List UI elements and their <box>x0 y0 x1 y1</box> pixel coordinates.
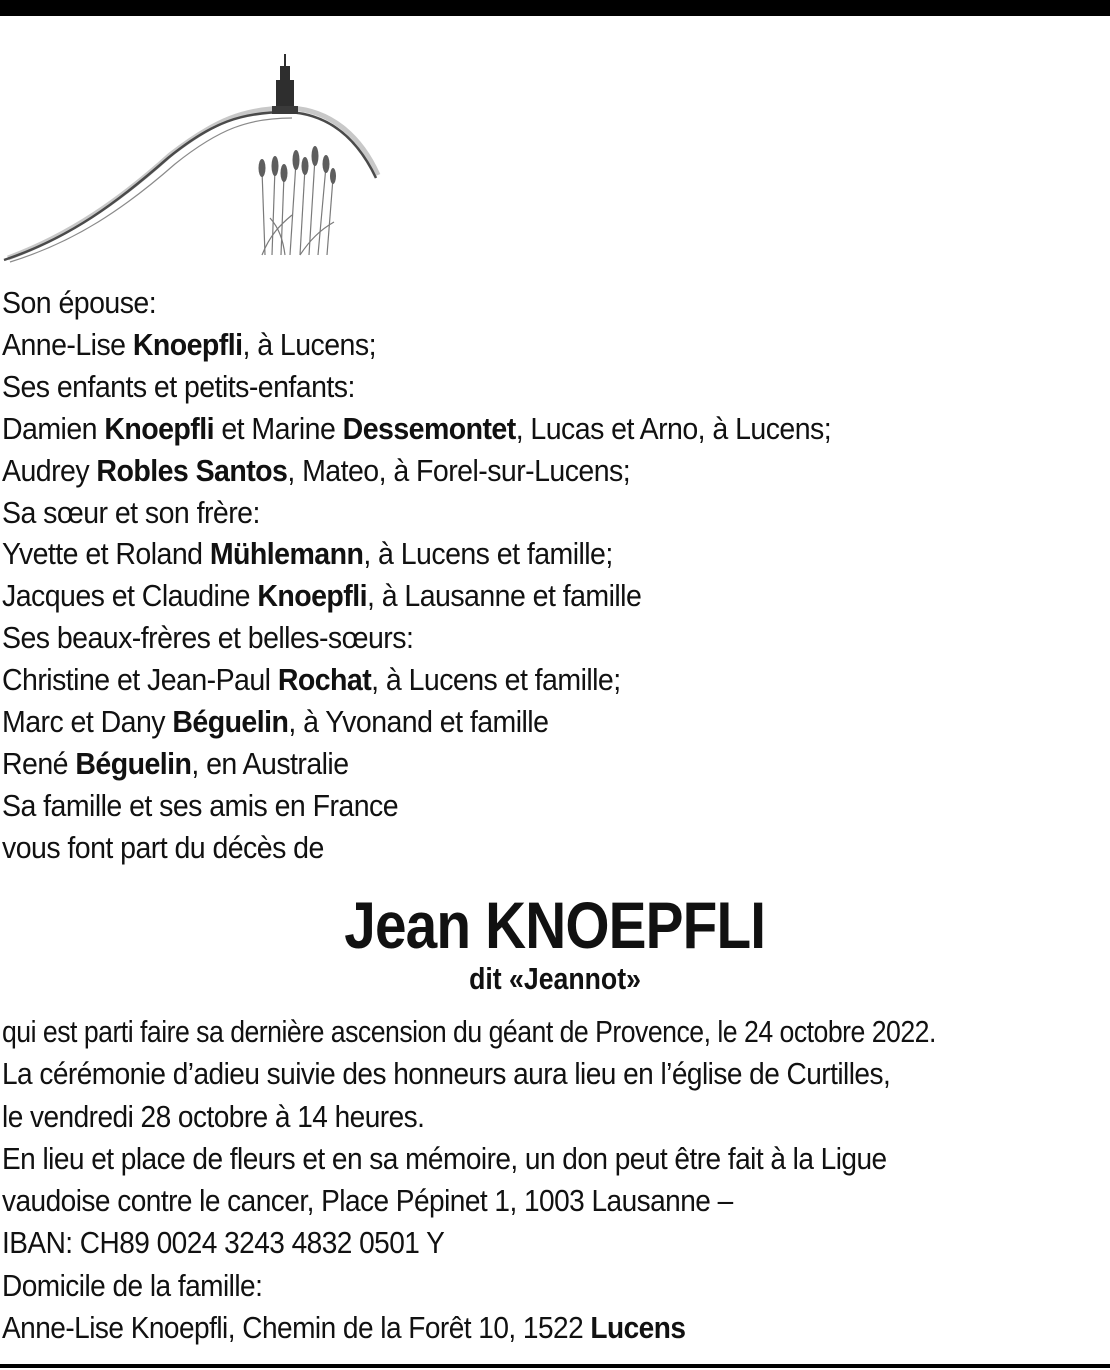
text-fragment: Sa famille et ses amis en France <box>2 787 399 823</box>
family-line <box>2 827 1014 869</box>
text-fragment: Son épouse: <box>2 285 157 320</box>
message-line <box>2 1222 1005 1264</box>
text-fragment: Ses beaux-frères et belles-sœurs: <box>2 620 414 656</box>
text-fragment: Anne-Lise Knoepfli, Chemin de la Forêt 10, 1522 <box>2 1310 591 1346</box>
surname: Knoepfli <box>132 326 243 362</box>
family-list <box>2 282 1014 869</box>
text-fragment: Sa sœur et son frère: <box>2 494 260 530</box>
family-line <box>2 533 1014 575</box>
surname: Robles Santos <box>96 452 288 488</box>
family-line <box>2 659 1014 701</box>
family-line <box>2 785 1014 827</box>
message-line <box>2 1180 1005 1222</box>
surname: Rochat <box>277 662 372 698</box>
text-fragment: Damien <box>2 410 105 446</box>
text-fragment: qui est parti faire sa dernière ascension du géant de Provence, le 24 octobre 2022. <box>2 1014 936 1049</box>
top-rule <box>0 0 1110 16</box>
text-fragment: , à Yvonand et famille <box>288 704 549 740</box>
text-fragment: , Mateo, à Forel-sur-Lucens; <box>287 452 631 488</box>
message-line <box>2 1138 1005 1180</box>
text-fragment: , à Lausanne et famille <box>366 578 642 614</box>
message-line <box>2 1011 955 1053</box>
text-fragment: René <box>2 745 76 781</box>
text-fragment: et Marine <box>213 410 343 446</box>
text-fragment: vaudoise contre le cancer, Place Pépinet 1, 1003 Lausanne – <box>2 1183 733 1219</box>
surname: Mühlemann <box>209 536 364 572</box>
family-line <box>2 492 1014 534</box>
message-line <box>2 1265 1005 1307</box>
deceased-nickname: dit «Jeannot» <box>469 961 641 996</box>
surname: Béguelin <box>172 704 289 740</box>
text-fragment: Marc et Dany <box>2 704 173 740</box>
message-line <box>2 1053 1005 1095</box>
text-fragment: Ses enfants et petits-enfants: <box>2 368 355 404</box>
announcement-text <box>2 1011 1110 1349</box>
text-fragment: Domicile de la famille: <box>2 1267 263 1303</box>
text-fragment: Audrey <box>2 452 97 488</box>
surname: Knoepfli <box>257 578 367 614</box>
family-line <box>2 575 1014 617</box>
text-fragment: vous font part du décès de <box>2 829 324 865</box>
mont-ventoux-lavender-icon <box>0 50 390 270</box>
message-line <box>2 1307 1005 1349</box>
family-line <box>2 701 1014 743</box>
family-line <box>2 450 1014 492</box>
text-fragment: le vendredi 28 octobre à 14 heures. <box>2 1098 425 1134</box>
text-fragment: En lieu et place de fleurs et en sa mémoire, un don peut être fait à la Ligue <box>2 1140 887 1176</box>
deceased-block <box>0 886 1110 996</box>
family-line <box>2 743 1014 785</box>
surname: Béguelin <box>75 745 192 781</box>
text-fragment: , Lucas et Arno, à Lucens; <box>515 410 832 446</box>
family-line <box>2 617 1014 659</box>
text-fragment: Jacques et Claudine <box>2 578 258 614</box>
text-fragment: Christine et Jean-Paul <box>2 662 278 698</box>
family-line <box>2 324 1014 366</box>
text-fragment: , à Lucens et famille; <box>363 536 613 572</box>
surname: Knoepfli <box>104 410 214 446</box>
text-fragment: IBAN: CH89 0024 3243 4832 0501 Y <box>2 1225 445 1261</box>
message-line <box>2 1096 1005 1138</box>
text-fragment: La cérémonie d’adieu suivie des honneurs aura lieu en l’église de Curtilles, <box>2 1056 891 1092</box>
family-line <box>2 408 1014 450</box>
text-fragment: , à Lucens; <box>242 326 376 362</box>
text-fragment: Anne-Lise <box>2 326 133 362</box>
text-fragment: , en Australie <box>191 745 349 781</box>
family-line <box>2 282 1014 324</box>
family-line <box>2 366 1014 408</box>
surname: Dessemontet <box>342 410 516 446</box>
bottom-rule <box>0 1364 1110 1368</box>
surname: Lucens <box>590 1310 686 1346</box>
deceased-name: Jean KNOEPFLI <box>344 888 766 962</box>
text-fragment: Yvette et Roland <box>2 536 210 572</box>
text-fragment: , à Lucens et famille; <box>371 662 621 698</box>
